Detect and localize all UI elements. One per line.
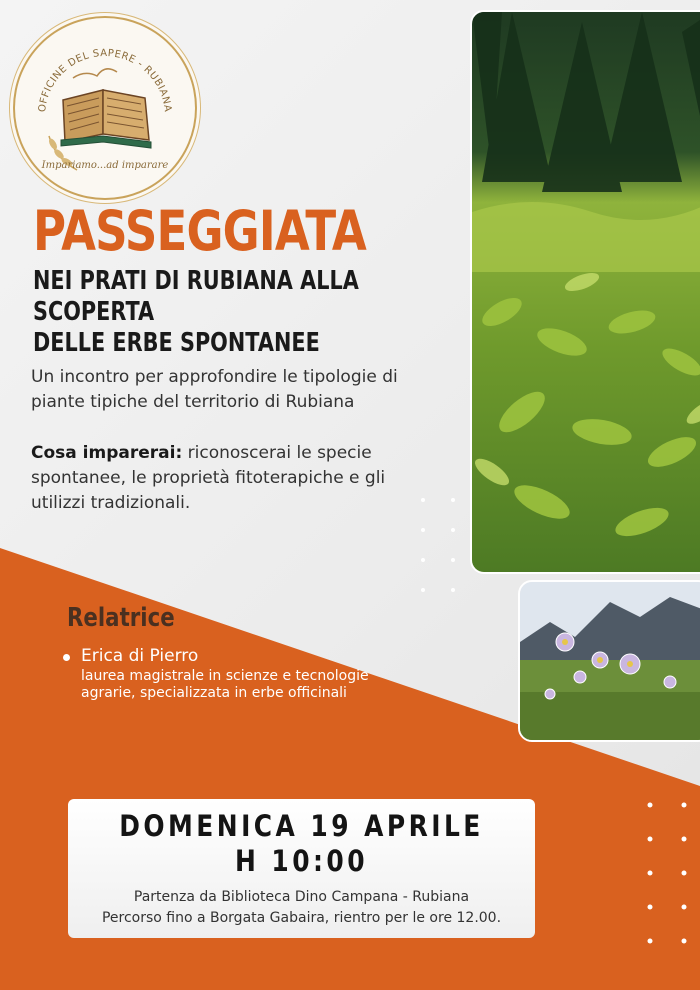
event-subtitle-line-1: NEI PRATI DI RUBIANA ALLA SCOPERTA (33, 266, 359, 327)
meadow-photo (470, 10, 700, 574)
event-subtitle-line-2: DELLE ERBE SPONTANEE (33, 328, 320, 358)
open-book-icon (61, 69, 151, 148)
dot-grid-decoration-bottom (640, 795, 700, 955)
logo-organization-text: OFFICINE DEL SAPERE - RUBIANA (37, 47, 173, 113)
event-time: H 10:00 (234, 844, 369, 878)
learn-label: Cosa imparerai: (31, 443, 183, 463)
route-text: Percorso fino a Borgata Gabaira, rientro per le ore 12.00. (101, 910, 502, 926)
departure-text: Partenza da Biblioteca Dino Campana - Rubiana (133, 889, 470, 905)
event-date: DOMENICA 19 APRILE (119, 809, 484, 843)
event-location (68, 887, 535, 929)
learn-text: riconoscerai le specie spontanee, le proprietà fitoterapiche e gli utilizzi tradizionali. (31, 443, 386, 513)
logo-motto: Impariamo...ad imparare (41, 160, 169, 171)
event-title: PASSEGGIATA (33, 199, 366, 263)
schedule-card (68, 799, 535, 938)
logo (15, 18, 195, 198)
speaker-heading: Relatrice (67, 603, 175, 633)
learn-paragraph (31, 441, 431, 516)
dot-grid-decoration (415, 490, 475, 610)
speaker-bio: laurea magistrale in scienze e tecnologie agrarie, specializzata in erbe officinali (81, 668, 369, 701)
intro-text: Un incontro per approfondire le tipologie di piante tipiche del territorio di Rubiana (31, 367, 398, 412)
flower-photo (518, 580, 700, 742)
event-subtitle (33, 266, 433, 359)
logo-graphic (15, 18, 195, 198)
speaker-name: Erica di Pierro (81, 646, 199, 666)
bullet-dot-icon (63, 654, 70, 661)
